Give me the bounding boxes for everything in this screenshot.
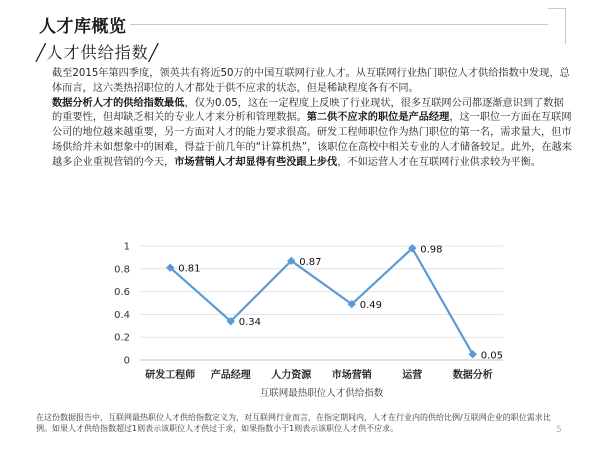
data-label: 0.05 [480,350,504,362]
data-label: 0.49 [359,300,383,312]
text-data-analysis: ，仅为0.05，这在一定程度上反映了行业现状，很多互联网公司都逐渐意识到了数据的重要性，但却缺乏相关的专业人才来分析和管理数据。 [52,97,564,124]
y-tick-label: 1 [123,241,130,253]
slide-header [0,0,600,44]
text-operations: ，不如运营人才在互联网行业供求较为平衡。 [337,156,541,168]
corner-bracket [548,8,566,44]
x-tick-label: 研发工程师 [145,370,196,381]
data-label: 0.81 [178,263,201,275]
x-tick-label: 市场营销 [331,370,372,381]
chart-svg [98,230,508,405]
data-label: 0.87 [299,256,322,268]
section-heading: ╱人才供给指数╱ [36,43,160,62]
data-label: 0.34 [238,317,262,329]
x-tick-label: 数据分析 [452,370,493,381]
text-product-manager: ，这一职位一方面在互联网公司的地位越来越重要，另一方面对人才的能力要求很高。研发工程师职位作为热门职位的第一名，需求量大，但市场供给并未如想象中的困难，得益于前几年的“计算机热”，该职位在高校中相关专业的人才储备较足。此外，在越来越多企业重视营销的今天， [52,112,572,168]
highlight-product-manager: 第二供不应求的职位是产品经理 [306,112,450,124]
paragraph-intro: 截至2015年第四季度，领英共有将近50万的中国互联网行业人才。从互联网行业热门职位人才供给指数中发现，总体而言，这六类热招职位的人才都处于供不应求的状态，但是稀缺程度各有不同。 [52,68,570,94]
page-number: 5 [556,425,562,435]
body-text [52,67,572,171]
y-tick-label: 0.8 [114,264,130,276]
y-tick-label: 0 [123,355,130,367]
x-tick-label: 人力资源 [271,370,312,381]
highlight-data-analysis: 数据分析人才的供给指数最低 [52,97,185,109]
talent-supply-chart [98,230,508,405]
x-axis-title: 互联网最热职位人才供给指数 [259,388,384,399]
y-tick-label: 0.6 [114,287,130,299]
y-tick-label: 0.2 [114,332,130,344]
paragraph-analysis [52,97,572,171]
x-tick-label: 运营 [402,370,423,381]
x-tick-label: 产品经理 [210,370,251,381]
y-tick-label: 0.4 [114,309,130,321]
title-divider [130,24,548,25]
page-title: 人才库概览 [39,17,127,37]
footnote: 在这份数据报告中，互联网最热职位人才供给指数定义为，对互联网行业而言，在指定期间内，人才在行业内的供给比例/互联网企业的职位需求比例。如果人才供给指数超过1则表示该职位人才供过于求，如果指数小于1则表示该职位人才供不应求。 [36,413,551,433]
highlight-marketing: 市场营销人才却显得有些没跟上步伐 [174,156,338,168]
data-label: 0.98 [420,244,443,256]
